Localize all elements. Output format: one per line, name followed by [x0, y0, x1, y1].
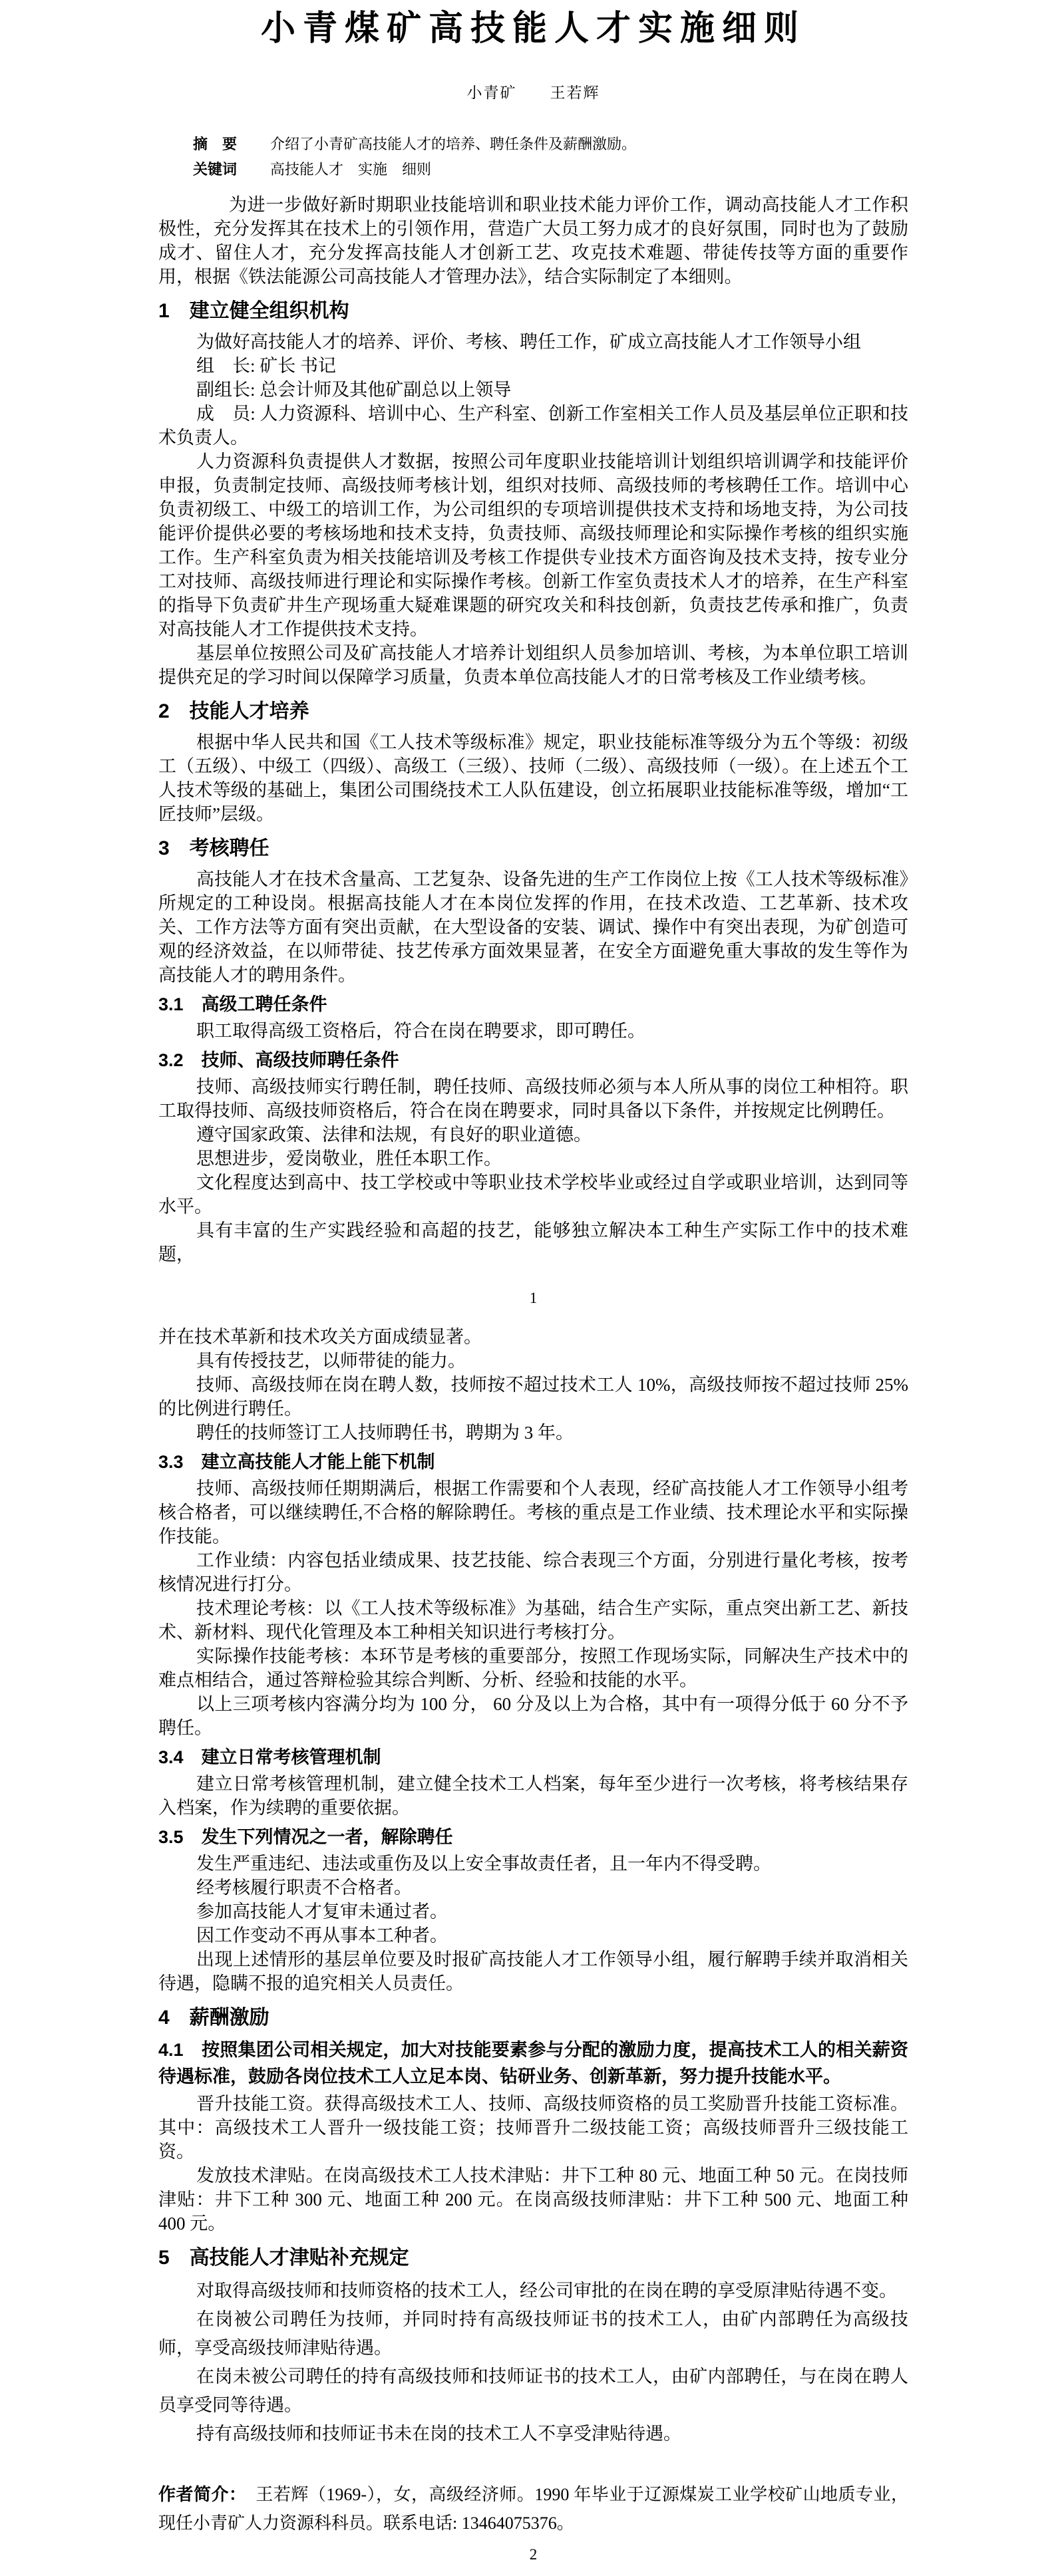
keywords-line: [193, 157, 908, 182]
body-paragraph: 工作业绩：内容包括业绩成果、技艺技能、综合表现三个方面，分别进行量化考核，按考核情况进行打分。: [158, 1550, 908, 1594]
subsection-heading-3-1: 3.1 高级工聘任条件: [158, 994, 327, 1014]
keywords-label: 关键词: [193, 161, 238, 178]
keywords-text: 高技能人才 实施 细则: [270, 161, 432, 178]
body-paragraph: 出现上述情形的基层单位要及时报矿高技能人才工作领导小组，履行解聘手续并取消相关待遇，隐瞒不报的追究相关人员责任。: [158, 1949, 908, 1993]
body-paragraph: 文化程度达到高中、技工学校或中等职业技术学校毕业或经过自学或职业培训，达到同等水平。: [158, 1173, 908, 1216]
body-paragraph: 技师、高级技师任期期满后，根据工作需要和个人表现，经矿高技能人才工作领导小组考核合格者，可以继续聘任,不合格的解除聘任。考核的重点是工作业绩、技术理论水平和实际操作技能。: [158, 1479, 908, 1546]
section-heading-5: 5 高技能人才津贴补充规定: [158, 2247, 409, 2269]
document-body: [158, 193, 908, 2537]
body-paragraph: 发生严重违纪、违法或重伤及以上安全事故责任者，且一年内不得受聘。: [196, 1854, 771, 1874]
section-heading-1: 1 建立健全组织机构: [158, 300, 349, 322]
body-paragraph: 成 员: 人力资源科、培训中心、生产科室、创新工作室相关工作人员及基层单位正职和技术负责人。: [158, 404, 908, 448]
author-byline: 小青矿 王若辉: [466, 84, 600, 101]
subsection-heading-3-2: 3.2 技师、高级技师聘任条件: [158, 1050, 399, 1070]
body-paragraph: 在岗被公司聘任为技师，并同时持有高级技师证书的技术工人，由矿内部聘任为高级技师，享受高级技师津贴待遇。: [158, 2309, 908, 2358]
body-paragraph-continued: 并在技术革新和技术攻关方面成绩显著。: [158, 1327, 482, 1347]
body-paragraph: 发放技术津贴。在岗高级技术工人技术津贴：井下工种 80 元、地面工种 50 元。在岗技师津贴：井下工种 300 元、地面工种 200 元。在岗高级技师津贴：井下工种 500 元、地面工种 400 元。: [158, 2166, 908, 2233]
body-paragraph: 技师、高级技师实行聘任制，聘任技师、高级技师必须与本人所从事的岗位工种相符。职工取得技师、高级技师资格后，符合在岗在聘要求，同时具备以下条件，并按规定比例聘任。: [158, 1077, 908, 1121]
body-paragraph: 思想进步，爱岗敬业，胜任本职工作。: [196, 1149, 502, 1169]
body-paragraph: 持有高级技师和技师证书未在岗的技术工人不享受津贴待遇。: [196, 2424, 681, 2444]
body-paragraph: 聘任的技师签订工人技师聘任书，聘期为 3 年。: [196, 1423, 574, 1443]
body-paragraph: 实际操作技能考核：本环节是考核的重要部分，按照工作现场实际，同解决生产技术中的难点相结合，通过答辩检验其综合判断、分析、经验和技能的水平。: [158, 1646, 908, 1690]
subsection-heading-3-4: 3.4 建立日常考核管理机制: [158, 1747, 381, 1767]
body-paragraph: 在岗未被公司聘任的持有高级技师和技师证书的技术工人，由矿内部聘任，与在岗在聘人员享受同等待遇。: [158, 2366, 908, 2415]
body-paragraph: 技师、高级技师在岗在聘人数，技师按不超过技术工人 10%，高级技师按不超过技师 25%的比例进行聘任。: [158, 1375, 908, 1419]
body-paragraph: 因工作变动不再从事本工种者。: [196, 1926, 448, 1945]
body-paragraph: 经考核履行职责不合格者。: [196, 1878, 412, 1898]
body-paragraph: 职工取得高级工资格后，符合在岗在聘要求，即可聘任。: [196, 1021, 645, 1041]
body-paragraph: 根据中华人民共和国《工人技术等级标准》规定，职业技能标准等级分为五个等级：初级工（五级）、中级工（四级）、高级工（三级）、技师（二级）、高级技师（一级）。在上述五个工人技术等级的基础上，集团公司围绕技术工人队伍建设，创立拓展职业技能标准等级，增加“工匠技师”层级。: [158, 732, 908, 824]
body-paragraph: 基层单位按照公司及矿高技能人才培养计划组织人员参加培训、考核，为本单位职工培训提供充足的学习时间以保障学习质量，负责本单位高技能人才的日常考核及工作业绩考核。: [158, 643, 908, 687]
body-paragraph: 参加高技能人才复审未通过者。: [196, 1902, 448, 1922]
body-paragraph: 晋升技能工资。获得高级技术工人、技师、高级技师资格的员工奖励晋升技能工资标准。其中：高级技术工人晋升一级技能工资；技师晋升二级技能工资；高级技师晋升三级技能工资。: [158, 2094, 908, 2162]
author-bio: [158, 2480, 908, 2537]
body-paragraph: 为做好高技能人才的培养、评价、考核、聘任工作，矿成立高技能人才工作领导小组: [196, 332, 861, 352]
author-bio-text: 王若辉（1969-），女，高级经济师。1990 年毕业于辽源煤炭工业学校矿山地质专业，现任小青矿人力资源科科员。联系电话: 13464075376。: [158, 2485, 908, 2533]
section-heading-3: 3 考核聘任: [158, 837, 269, 859]
body-paragraph: 技术理论考核：以《工人技术等级标准》为基础，结合生产实际，重点突出新工艺、新技术、新材料、现代化管理及本工种相关知识进行考核打分。: [158, 1598, 908, 1642]
subsection-heading-3-3: 3.3 建立高技能人才能上能下机制: [158, 1452, 435, 1472]
body-paragraph: 组 长: 矿长 书记: [196, 356, 337, 376]
body-paragraph: 高技能人才在技术含量高、工艺复杂、设备先进的生产工作岗位上按《工人技术等级标准》所规定的工种设岗。根据高技能人才在本岗位发挥的作用，在技术改造、工艺革新、技术攻关、工作方法等方面有突出贡献，在大型设备的安装、调试、操作中有突出表现，为矿创造可观的经济效益，在以师带徒、技艺传承方面效果显著，在安全方面避免重大事故的发生等作为高技能人才的聘用条件。: [158, 869, 908, 985]
body-paragraph: 具有丰富的生产实践经验和高超的技艺，能够独立解决本工种生产实际工作中的技术难题，: [158, 1220, 908, 1264]
body-paragraph: 建立日常考核管理机制，建立健全技术工人档案，每年至少进行一次考核，将考核结果存入档案，作为续聘的重要依据。: [158, 1774, 908, 1818]
subsection-heading-3-5: 3.5 发生下列情况之一者，解除聘任: [158, 1827, 453, 1847]
abstract-label: 摘 要: [193, 136, 238, 152]
body-paragraph: 以上三项考核内容满分均为 100 分， 60 分及以上为合格，其中有一项得分低于 60 分不予聘任。: [158, 1694, 908, 1738]
body-paragraph: 为进一步做好新时期职业技能培训和职业技术能力评价工作，调动高技能人才工作积极性，充分发挥其在技术上的引领作用，营造广大员工努力成才的良好氛围，同时也为了鼓励成才、留住人才，充分发挥高技能人才创新工艺、攻克技术难题、带徒传技等方面的重要作用，根据《铁法能源公司高技能人才管理办法》，结合实际制定了本细则。: [158, 195, 908, 287]
body-paragraph: 具有传授技艺，以师带徒的能力。: [196, 1351, 466, 1371]
document-title: 小青煤矿高技能人才实施细则: [260, 10, 806, 48]
body-paragraph: 人力资源科负责提供人才数据，按照公司年度职业技能培训计划组织培训调学和技能评价申报，负责制定技师、高级技师考核计划，组织对技师、高级技师的考核聘任工作。培训中心负责初级工、中级工的培训工作，为公司组织的专项培训提供技术支持和场地支持，为公司技能评价提供必要的考核场地和技术支持，负责技师、高级技师理论和实际操作考核的组织实施工作。生产科室负责为相关技能培训及考核工作提供专业技术方面咨询及技术支持，按专业分工对技师、高级技师进行理论和实际操作考核。创新工作室负责技术人才的培养，在生产科室的指导下负责矿井生产现场重大疑难课题的研究攻关和科技创新，负责技艺传承和推广，负责对高技能人才工作提供技术支持。: [158, 452, 908, 639]
body-paragraph: 副组长: 总会计师及其他矿副总以上领导: [196, 380, 512, 400]
meta-block: [158, 132, 908, 182]
section-heading-2: 2 技能人才培养: [158, 700, 309, 722]
page-number-1: 1: [529, 1290, 538, 1306]
page-number-2: 2: [529, 2546, 538, 2563]
subsection-paragraph-4-1: 4.1 按照集团公司相关规定，加大对技能要素参与分配的激励力度，提高技术工人的相关薪资待遇标准，鼓励各岗位技术工人立足本岗、钻研业务、创新革新，努力提升技能水平。: [158, 2040, 908, 2086]
abstract-line: [193, 132, 908, 157]
section-heading-4: 4 薪酬激励: [158, 2007, 269, 2029]
body-paragraph: 对取得高级技师和技师资格的技术工人，经公司审批的在岗在聘的享受原津贴待遇不变。: [196, 2281, 897, 2301]
body-paragraph: 遵守国家政策、法律和法规，有良好的职业道德。: [196, 1125, 592, 1145]
author-bio-label: 作者简介：: [158, 2484, 247, 2504]
abstract-text: 介绍了小青矿高技能人才的培养、聘任条件及薪酬激励。: [270, 136, 637, 152]
